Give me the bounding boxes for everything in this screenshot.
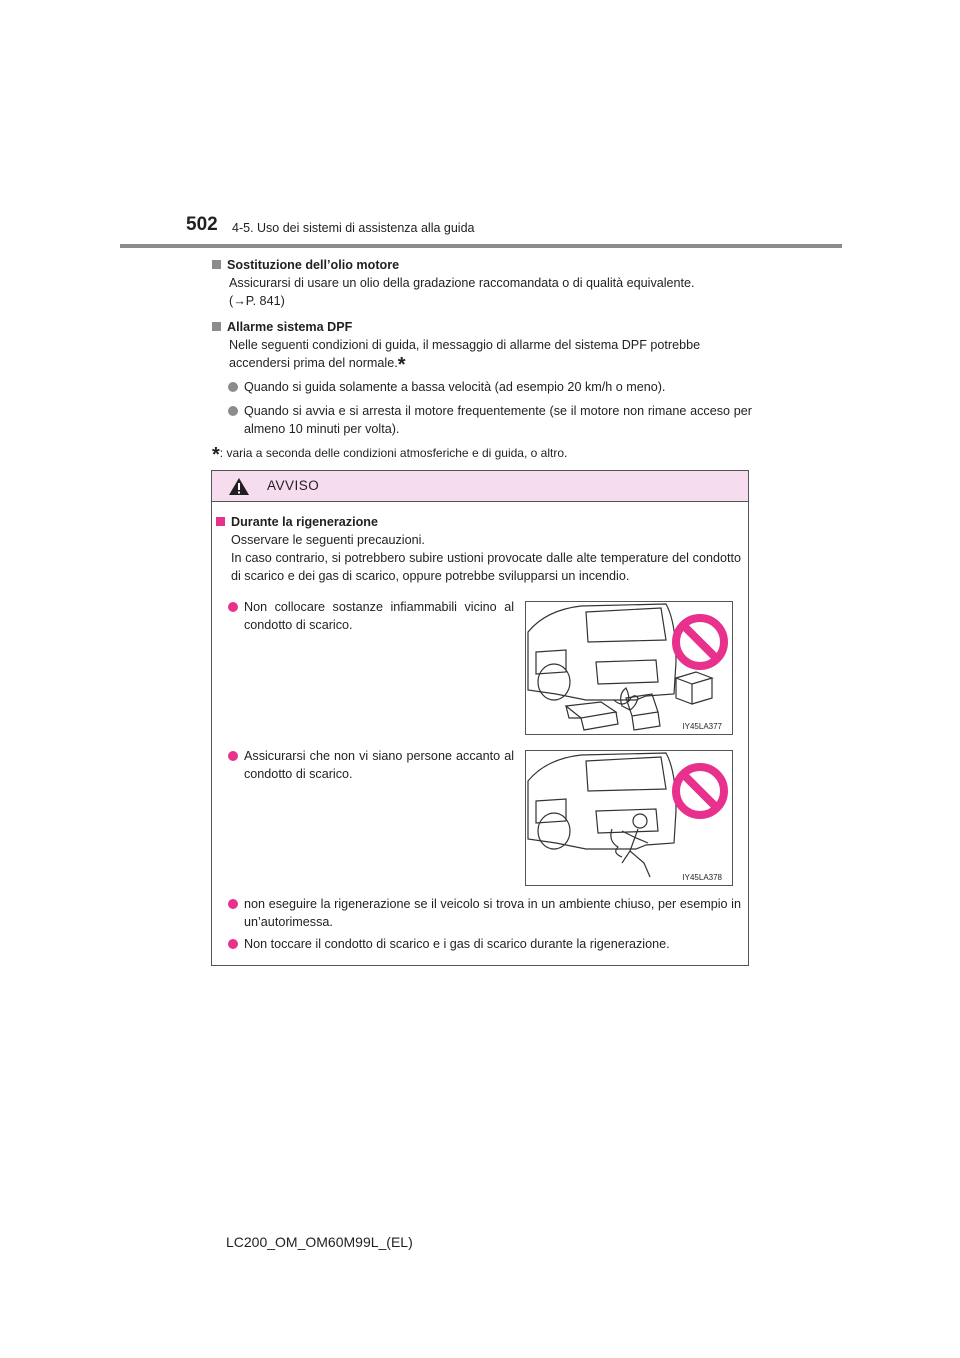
bullet-dot-icon [228,406,238,416]
dpf-text-line2: accendersi prima del normale. [229,356,398,370]
warning-line-1: Osservare le seguenti precauzioni. [231,533,425,547]
square-bullet-icon [212,322,221,331]
car-flammables-illustration [526,602,732,734]
square-bullet-icon [216,517,225,526]
illustration-flammables [525,601,733,735]
illustration-person [525,750,733,886]
section-title: 4-5. Uso dei sistemi di assistenza alla guida [232,221,475,235]
figure-code-1: IY45LA377 [682,722,722,731]
dpf-bullet-1: Quando si guida solamente a bassa velocità (ad esempio 20 km/h o meno). [244,380,666,394]
oil-section [212,256,752,310]
warning-bullet-1: Non collocare sostanze infiammabili vicino al condotto di scarico. [244,600,514,632]
dpf-text-line1: Nelle seguenti condizioni di guida, il messaggio di allarme del sistema DPF potrebbe [229,338,701,352]
bullet-dot-icon [228,382,238,392]
bullet-dot-icon [228,939,238,949]
footer-doc-code: LC200_OM_OM60M99L_(EL) [226,1234,413,1250]
car-person-illustration [526,751,732,885]
dpf-heading: Allarme sistema DPF [227,320,353,334]
figure-code-2: IY45LA378 [682,873,722,882]
bullet-dot-icon [228,751,238,761]
header-rule [120,244,842,248]
warning-triangle-icon [228,477,250,496]
warning-heading: Durante la rigenerazione [231,515,378,529]
dpf-bullet-2: Quando si avvia e si arresta il motore frequentemente (se il motore non rimane acceso per almeno 10 minuti per volta). [244,404,752,436]
page-number: 502 [186,214,218,235]
oil-ref: (→P. 841) [229,294,285,308]
footnote-mark: * [212,444,220,466]
bullet-dot-icon [228,899,238,909]
square-bullet-icon [212,260,221,269]
warning-line-2: In caso contrario, si potrebbero subire ustioni provocate dalle alte temperature del condotto di scarico e dei gas di scarico, oppure potrebbe svilupparsi un incendio. [231,551,741,583]
oil-heading: Sostituzione dell’olio motore [227,258,400,272]
oil-text: Assicurarsi di usare un olio della gradazione raccomandata o di qualità equivalente. [229,276,695,290]
warning-bullet-4: Non toccare il condotto di scarico e i gas di scarico durante la rigenerazione. [244,937,670,951]
footnote-mark: * [397,354,406,376]
bullet-dot-icon [228,602,238,612]
dpf-footnote: : varia a seconda delle condizioni atmosferiche e di guida, o altro. [219,446,568,460]
warning-title: AVVISO [267,478,320,493]
warning-bullet-2: Assicurarsi che non vi siano persone accanto al condotto di scarico. [244,749,514,781]
warning-box [211,470,749,966]
warning-header [212,471,748,502]
dpf-section [212,318,752,466]
warning-bullet-3: non eseguire la rigenerazione se il veicolo si trova in un ambiente chiuso, per esempio in un’autorimessa. [244,897,741,929]
